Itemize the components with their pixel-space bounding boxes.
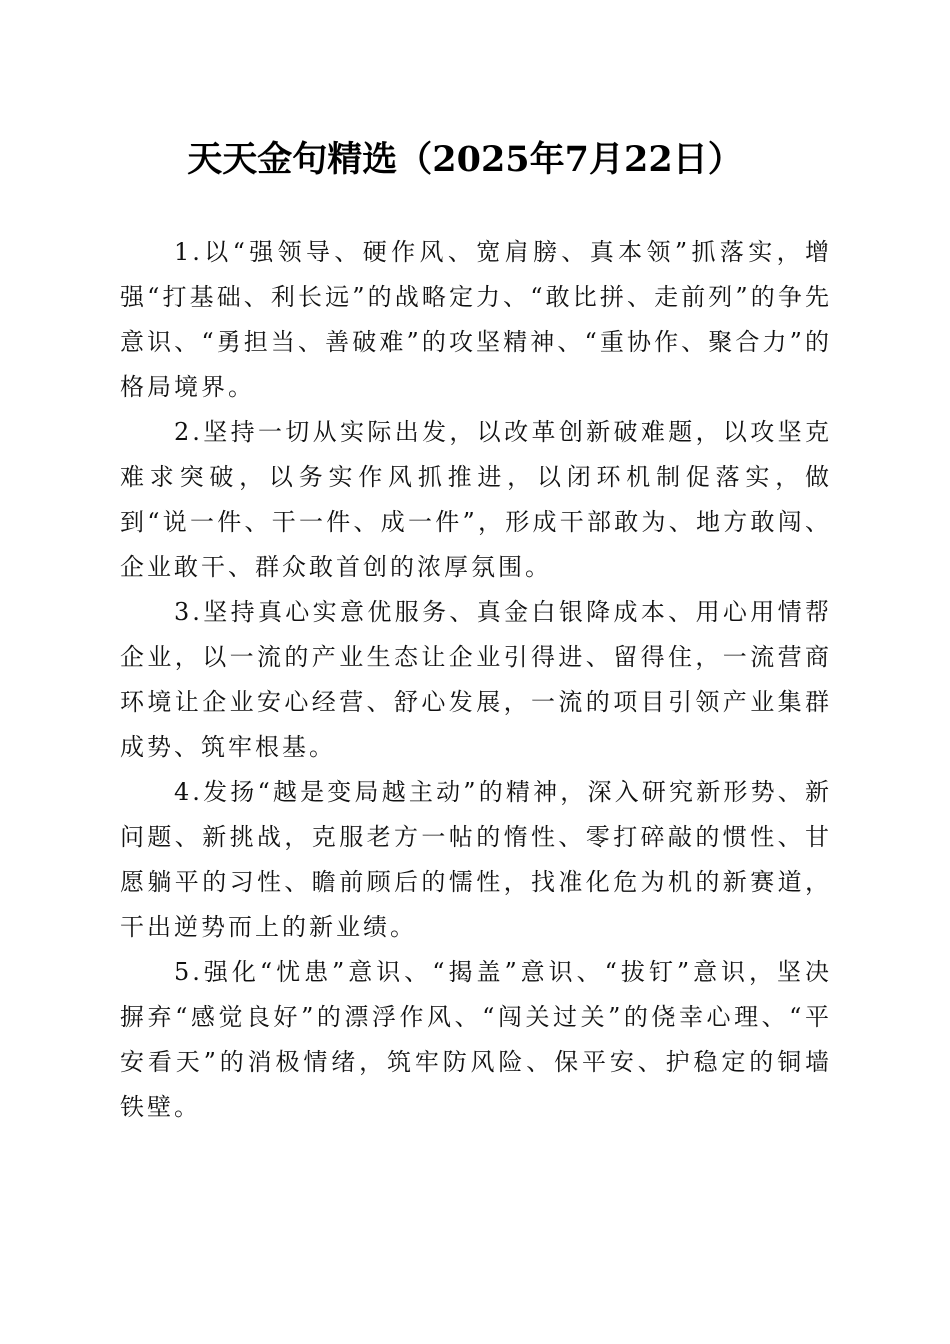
paragraph-4: 4.发扬“越是变局越主动”的精神，深入研究新形势、新问题、新挑战，克服老方一帖的惰性、零打碎敲的惯性、甘愿躺平的习性、瞻前顾后的懦性，找准化危为机的新赛道，干出逆势而上的新业绩。 [120, 778, 832, 941]
paragraph-2: 2.坚持一切从实际出发，以改革创新破难题，以攻坚克难求突破，以务实作风抓推进，以闭环机制促落实，做到“说一件、干一件、成一件”，形成干部敢为、地方敢闯、企业敢干、群众敢首创的浓厚氛围。 [120, 418, 832, 581]
paragraph-3: 3.坚持真心实意优服务、真金白银降成本、用心用情帮企业，以一流的产业生态让企业引得进、留得住，一流营商环境让企业安心经营、舒心发展，一流的项目引领产业集群成势、筑牢根基。 [120, 598, 832, 761]
paragraph-1: 1.以“强领导、硬作风、宽肩膀、真本领”抓落实，增强“打基础、利长远”的战略定力、“敢比拼、走前列”的争先意识、“勇担当、善破难”的攻坚精神、“重协作、聚合力”的格局境界。 [120, 238, 832, 401]
document-title: 天天金句精选（2025年7月22日） [187, 139, 743, 180]
document-body [120, 230, 832, 1130]
paragraph-5: 5.强化“忧患”意识、“揭盖”意识、“拔钉”意识，坚决摒弃“感觉良好”的漂浮作风、“闯关过关”的侥幸心理、“平安看天”的消极情绪，筑牢防风险、保平安、护稳定的铜墙铁壁。 [120, 958, 832, 1121]
